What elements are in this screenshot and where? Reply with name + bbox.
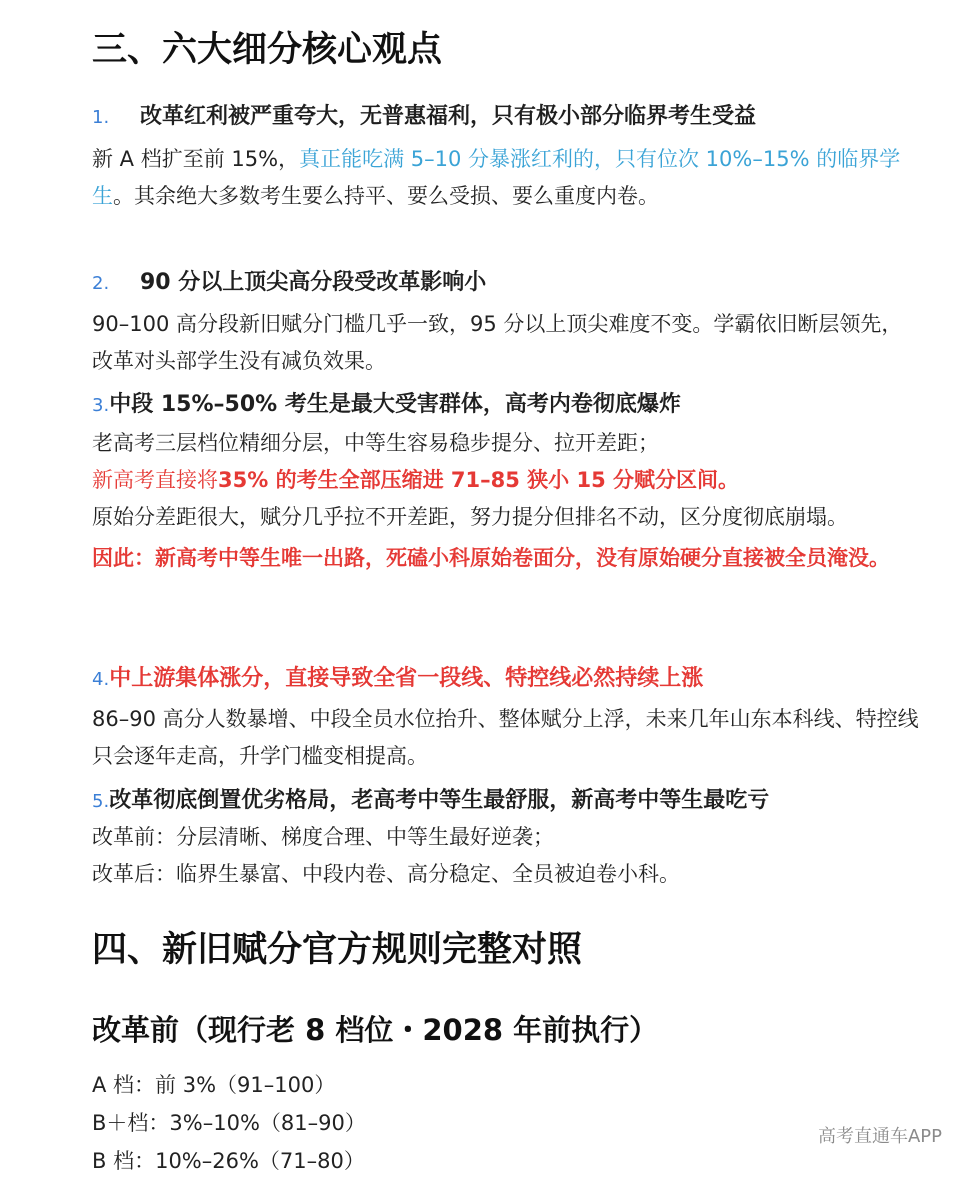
point-3-body-2: 新高考直接将35% 的考生全部压缩进 71–85 狭小 15 分赋分区间。 <box>92 468 739 492</box>
grade-row: B＋档：3%–10%（81–90） <box>92 1111 366 1135</box>
point-5 <box>92 784 922 893</box>
point-3 <box>92 388 922 577</box>
grade-row: B 档：10%–26%（71–80） <box>92 1149 365 1173</box>
point-5-number: 5. <box>92 791 110 812</box>
point-5-title: 5.改革彻底倒置优劣格局，老高考中等生最舒服，新高考中等生最吃亏 <box>92 784 922 819</box>
point-2 <box>92 266 922 380</box>
point-1-body: 新 A 档扩至前 15%，真正能吃满 5–10 分暴涨红利的，只有位次 10%–15% 的临界学生。其余绝大多数考生要么持平、要么受损、要么重度内卷。 <box>92 147 901 208</box>
point-3-body-1: 老高考三层档位精细分层，中等生容易稳步提分、拉开差距； <box>92 431 659 455</box>
point-3-body-3: 原始分差距很大，赋分几乎拉不开差距，努力提分但排名不动，区分度彻底崩塌。 <box>92 505 848 529</box>
point-3-conclusion: 因此：新高考中等生唯一出路，死磕小科原始卷面分，没有原始硬分直接被全员淹没。 <box>92 546 890 570</box>
point-1-number: 1. <box>92 107 110 128</box>
point-2-body: 90–100 高分段新旧赋分门槛几乎一致，95 分以上顶尖难度不变。学霸依旧断层领先，改革对头部学生没有减负效果。 <box>92 312 903 373</box>
section-4-subheading: 改革前（现行老 8 档位・2028 年前执行） <box>92 1013 659 1047</box>
point-5-before: 改革前：分层清晰、梯度合理、中等生最好逆袭； <box>92 825 554 849</box>
app-watermark: 高考直通车APP <box>817 1126 942 1147</box>
point-3-title: 3.中段 15%–50% 考生是最大受害群体，高考内卷彻底爆炸 <box>92 388 922 423</box>
grade-row: A 档：前 3%（91–100） <box>92 1073 336 1097</box>
old-grade-list <box>92 1066 366 1180</box>
point-2-title: 2. 90 分以上顶尖高分段受改革影响小 <box>92 266 922 301</box>
highlight-blue: 真正能吃满 5–10 分暴涨红利的，只有位次 10%–15% 的临界学生 <box>92 147 901 208</box>
point-1-title: 1. 改革红利被严重夸大，无普惠福利，只有极小部分临界考生受益 <box>92 100 922 135</box>
point-2-number: 2. <box>92 273 110 294</box>
point-4-title: 4.中上游集体涨分，直接导致全省一段线、特控线必然持续上涨 <box>92 662 922 697</box>
point-4-body: 86–90 高分人数暴增、中段全员水位抬升、整体赋分上浮，未来几年山东本科线、特控线只会逐年走高，升学门槛变相提高。 <box>92 707 919 768</box>
point-4 <box>92 662 922 775</box>
point-5-after: 改革后：临界生暴富、中段内卷、高分稳定、全员被迫卷小科。 <box>92 862 680 886</box>
point-1 <box>92 100 922 215</box>
section-3-heading: 三、六大细分核心观点 <box>92 30 443 70</box>
point-4-number: 4. <box>92 669 110 690</box>
point-3-number: 3. <box>92 395 110 416</box>
section-4-heading: 四、新旧赋分官方规则完整对照 <box>92 930 583 970</box>
